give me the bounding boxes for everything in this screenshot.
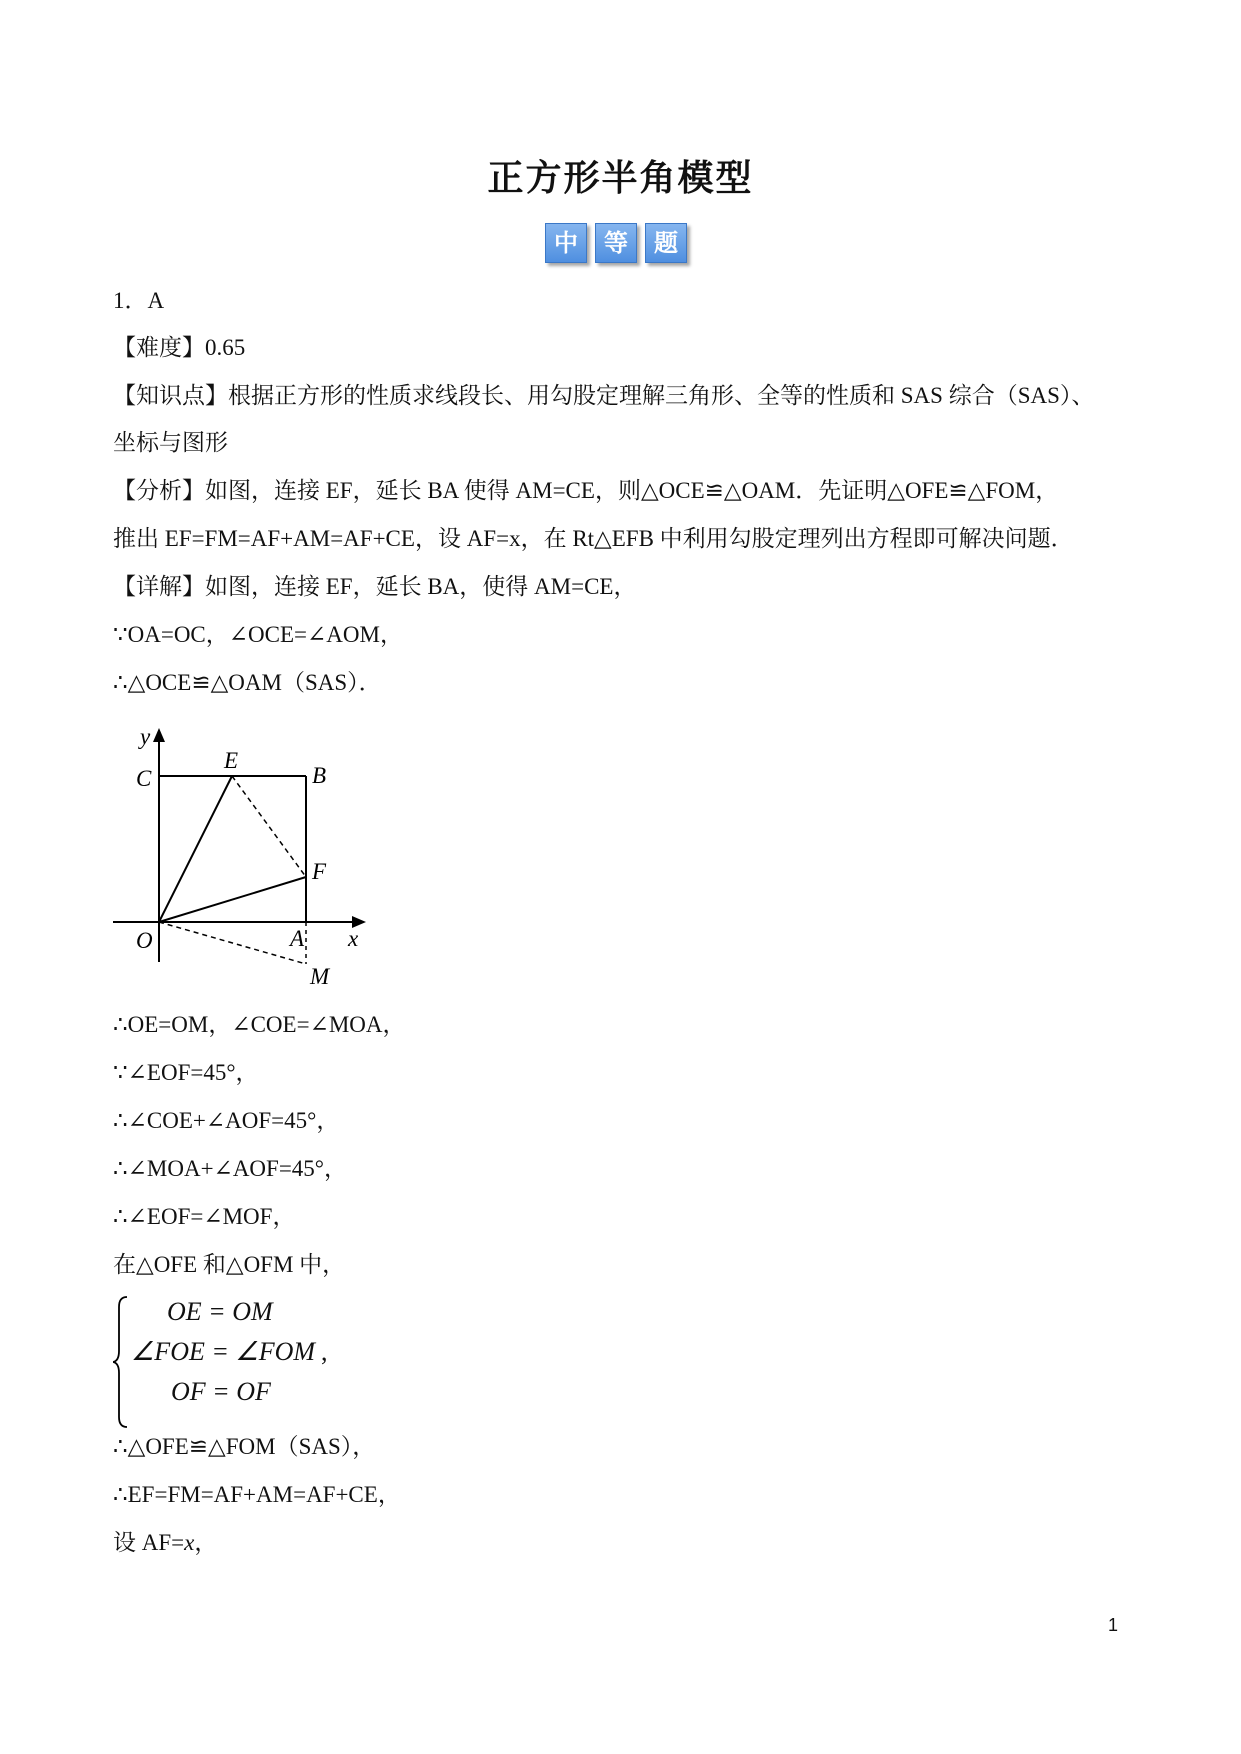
label-c: C xyxy=(136,766,152,791)
segment-of xyxy=(159,877,306,922)
difficulty-badges xyxy=(545,223,687,263)
label-m: M xyxy=(310,964,330,989)
let-af-text: 设 AF= xyxy=(113,1530,185,1555)
label-a: A xyxy=(290,926,305,951)
label-o: O xyxy=(136,928,153,953)
proof-step-2: ∴△OCE≌△OAM（SAS）． xyxy=(113,670,382,695)
label-x: x xyxy=(348,926,359,951)
difficulty-line: 【难度】0.65 xyxy=(113,335,246,360)
analysis-line: 【分析】如图，连接 EF，延长 BA 使得 AM=CE，则△OCE≌△OAM．先证明△OFE≌△FOM， xyxy=(113,478,1059,503)
answer-line: 1．A xyxy=(113,288,165,313)
proof-step-3: ∴OE=OM，∠COE=∠MOA， xyxy=(113,1012,406,1037)
proof-step-11 xyxy=(113,1528,1133,1558)
label-y: y xyxy=(140,724,151,749)
knowledge-line: 【知识点】根据正方形的性质求线段长、用勾股定理解三角形、全等的性质和 SAS 综合（SAS）、 xyxy=(113,383,1095,408)
equation-trailing-comma: , xyxy=(321,1337,328,1366)
analysis-line-cont: 推出 EF=FM=AF+AM=AF+CE，设 AF=x，在 Rt△EFB 中利用勾股定理列出方程即可解决问题． xyxy=(113,526,1074,551)
label-e: E xyxy=(224,748,239,773)
proof-step-5: ∴∠COE+∠AOF=45°， xyxy=(113,1108,340,1133)
proof-step-7: ∴∠EOF=∠MOF， xyxy=(113,1204,296,1229)
detail-line: 【详解】如图，连接 EF，延长 BA，使得 AM=CE， xyxy=(113,574,637,599)
proof-step-1: ∵OA=OC，∠OCE=∠AOM， xyxy=(113,622,403,647)
geometry-figure xyxy=(108,724,378,1004)
proof-step-6: ∴∠MOA+∠AOF=45°， xyxy=(113,1156,347,1181)
page-number: 1 xyxy=(1108,1615,1119,1635)
equation-row-1: OE = OM xyxy=(167,1297,273,1326)
segment-oe xyxy=(159,776,232,922)
label-b: B xyxy=(312,763,327,788)
proof-step-9: ∴△OFE≌△FOM（SAS）， xyxy=(113,1434,376,1459)
badge-zhong: 中 xyxy=(545,223,587,263)
coordinate-diagram xyxy=(108,724,378,1004)
proof-step-4: ∵∠EOF=45°， xyxy=(113,1060,259,1085)
knowledge-line-cont: 坐标与图形 xyxy=(113,430,228,455)
badge-deng: 等 xyxy=(595,223,637,263)
y-axis-arrow xyxy=(153,728,165,742)
equation-row-2: ∠FOE = ∠FOM xyxy=(131,1337,316,1366)
let-af-suffix: ， xyxy=(194,1530,218,1555)
brace-path xyxy=(113,1297,127,1427)
label-f: F xyxy=(312,859,327,884)
var-x: x xyxy=(184,1530,195,1555)
equation-system xyxy=(113,1295,373,1430)
segment-om-dashed xyxy=(159,922,306,964)
segment-ef-dashed xyxy=(232,776,306,877)
badge-ti: 题 xyxy=(645,223,687,263)
equation-row-3: OF = OF xyxy=(171,1377,271,1406)
proof-step-10: ∴EF=FM=AF+AM=AF+CE， xyxy=(113,1482,401,1507)
page-title: 正方形半角模型 xyxy=(487,158,754,199)
proof-step-8: 在△OFE 和△OFM 中， xyxy=(113,1252,346,1277)
